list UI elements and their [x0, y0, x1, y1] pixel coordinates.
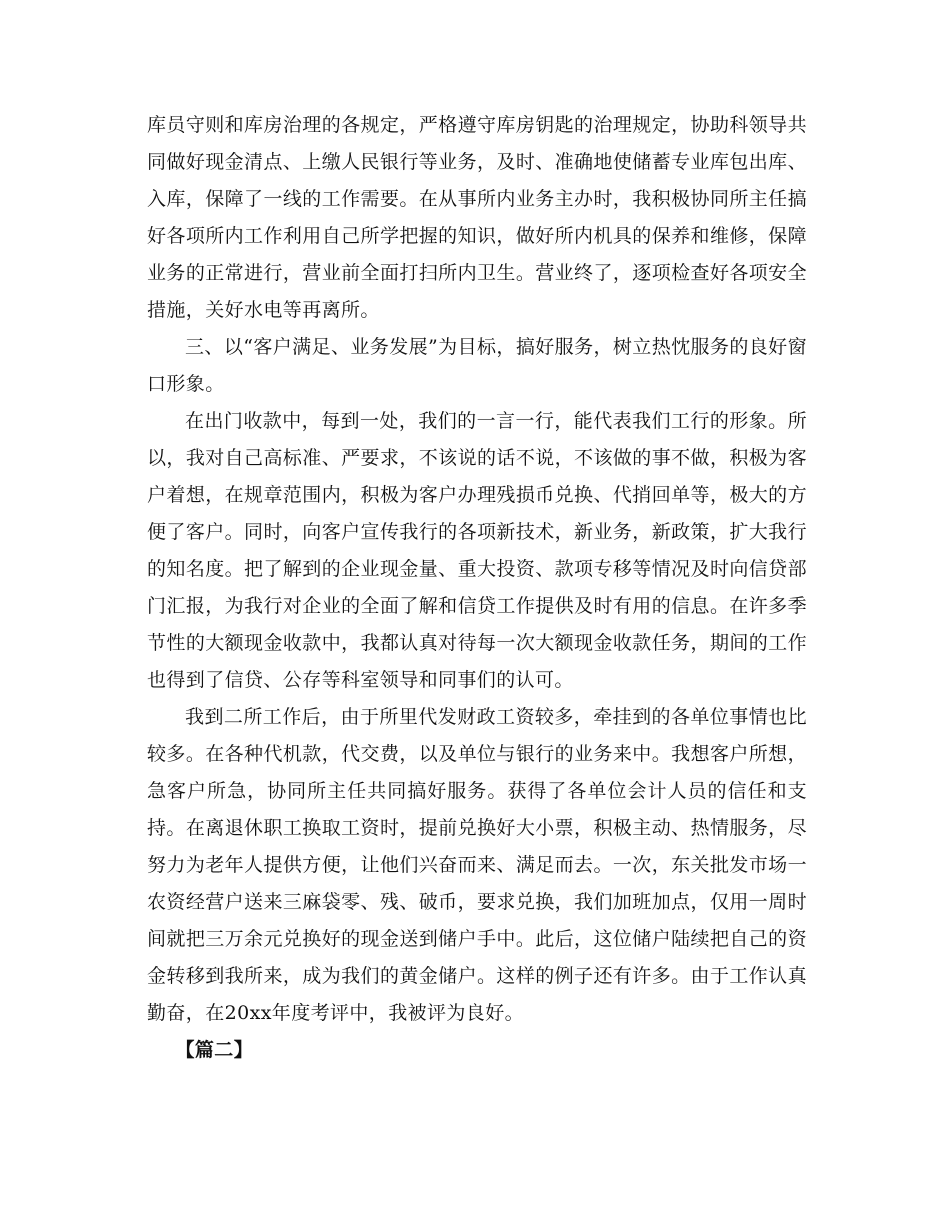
- paragraph-section-three-title: 三、以“客户满足、业务发展”为目标，搞好服务，树立热忱服务的良好窗口形象。: [147, 336, 807, 395]
- document-body: [147, 107, 807, 1069]
- paragraph-continuation: 库员守则和库房治理的各规定，严格遵守库房钥匙的治理规定，协助科领导共同做好现金清点、上缴人民银行等业务，及时、准确地使储蓄专业库包出库、入库，保障了一线的工作需要。在从事所内业务主办时，我积极协同所主任搞好各项所内工作利用自己所学把握的知识，做好所内机具的保养和维修，保障业务的正常进行，营业前全面打扫所内卫生。营业终了，逐项检查好各项安全措施，关好水电等再离所。: [147, 114, 807, 321]
- paragraph-second-office: 我到二所工作后，由于所里代发财政工资较多，牵挂到的各单位事情也比较多。在各种代机款，代交费，以及单位与银行的业务来中。我想客户所想，急客户所急，协同所主任共同搞好服务。获得了各单位会计人员的信任和支持。在离退休职工换取工资时，提前兑换好大小票，积极主动、热情服务，尽努力为老年人提供方便，让他们兴奋而来、满足而去。一次，东关批发市场一农资经营户送来三麻袋零、残、破币，要求兑换，我们加班加点，仅用一周时间就把三万余元兑换好的现金送到储户手中。此后，这位储户陆续把自己的资金转移到我所来，成为我们的黄金储户。这样的例子还有许多。由于工作认真勤奋，在20xx年度考评中，我被评为良好。: [147, 706, 807, 1024]
- section-heading: 【篇二】: [175, 1039, 254, 1061]
- paragraph-customer-service: 在出门收款中，每到一处，我们的一言一行，能代表我们工行的形象。所以，我对自己高标准、严要求，不该说的话不说，不该做的事不做，积极为客户着想，在规章范围内，积极为客户办理残损币兑换、代捎回单等，极大的方便了客户。同时，向客户宣传我行的各项新技术，新业务，新政策，扩大我行的知名度。把了解到的企业现金量、重大投资、款项专移等情况及时向信贷部门汇报，为我行对企业的全面了解和信贷工作提供及时有用的信息。在许多季节性的大额现金收款中，我都认真对待每一次大额现金收款任务，期间的工作也得到了信贷、公存等科室领导和同事们的认可。: [147, 410, 807, 691]
